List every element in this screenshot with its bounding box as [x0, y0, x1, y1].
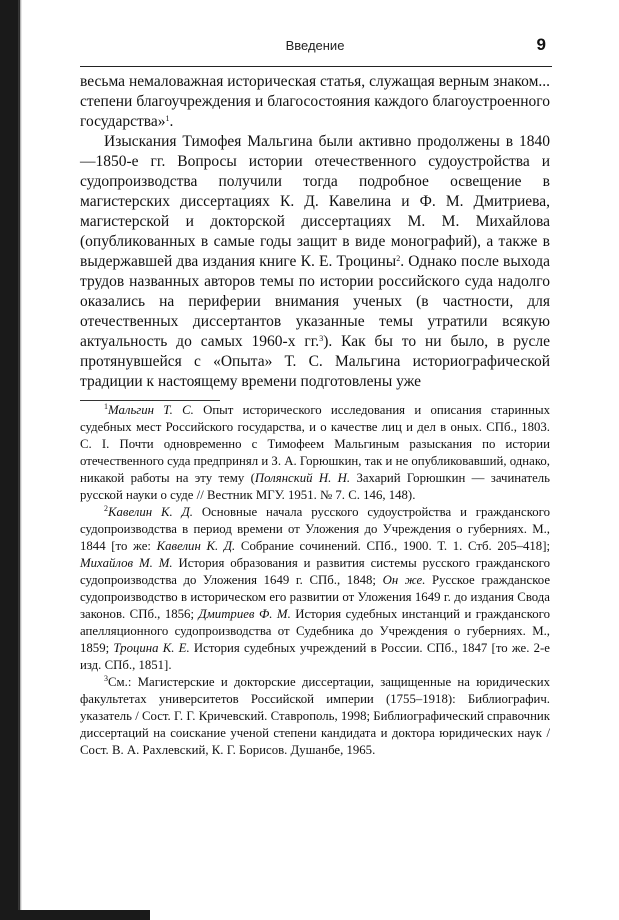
footnote-2-mark: 2 — [104, 504, 108, 513]
footnote-2-author-4: Он же. — [382, 573, 426, 587]
footnote-1 — [80, 402, 550, 504]
footnote-1-mark: 1 — [104, 402, 108, 411]
paragraph-2 — [80, 132, 550, 392]
footnote-1-text-a: Опыт исторического исследования и описания старинных судебных мест Российского государства, и о качестве лиц и дел в оных. СПб., 1803. С. I. Почти одновременно с Тимофеем Мальгиным разыскания по истории отечественного суда предпринял и З. А. Горюшкин, так и не опубликовавший, однако, никакой работы на эту тему ( — [80, 403, 550, 485]
paragraph-2-text-c: ). Как бы то ни было, в русле протянувшейся с «Опыта» Т. С. Мальгина историографической традиции к настоящему времени подготовлены уже — [80, 333, 551, 390]
footnote-3 — [80, 674, 550, 759]
footnote-rule — [80, 400, 220, 401]
footnote-2-author-3: Михайлов М. М. — [80, 556, 173, 570]
footnotes — [80, 402, 550, 759]
main-text — [80, 72, 550, 392]
paragraph-2-text-b: . Однако после выхода трудов названных авторов темы по истории российского суда надолго оказались на периферии внимания ученых (в частности, для отечественных диссертантов указанные темы утратили всякую актуальность до самых 1960-х гг. — [80, 253, 551, 350]
footnote-ref-2: 2 — [396, 254, 401, 263]
scan-corner-shadow — [0, 910, 150, 920]
footnote-1-author-2: Полянский Н. Н. — [254, 471, 351, 485]
footnote-2-author-2: Кавелин К. Д. — [156, 539, 236, 553]
paragraph-1 — [80, 72, 550, 132]
paragraph-1-text: весьма немаловажная историческая статья, служащая верным знаком... степени благоучреждения и благосостояния каждого благоустроенного государства» — [80, 73, 550, 130]
book-spine-shadow — [0, 0, 20, 920]
footnote-2-author-6: Троцина К. Е. — [113, 641, 190, 655]
page-number: 9 — [536, 35, 546, 54]
footnote-2-text-a: Основные начала русского судоустройства и гражданского судопроизводства в период времени от Уложения до Учреждения о губерниях. М., 1844 [то же: — [80, 505, 550, 553]
footnote-2 — [80, 504, 550, 674]
footnote-2-text-c: История образования и развития системы русского гражданского судопроизводства до Уложения 1649 г. СПб., 1848; — [80, 556, 550, 587]
footnote-3-mark: 3 — [104, 674, 108, 683]
footnote-ref-1: 1 — [165, 114, 170, 123]
footnote-2-text-e: История судебных инстанций и гражданского апелляционного судопроизводства от Судебника до Учреждения о губерниях. М., 1859; — [80, 607, 550, 655]
paragraph-2-text-a: Изыскания Тимофея Мальгина были активно продолжены в 1840—1850-е гг. Вопросы истории отечественного судоустройства и судопроизводства получили тогда подробное освещение в магистерских диссертациях К. Д. Кавелина и Ф. М. Дмитриева, магистерской и докторской диссертациях М. М. Михайлова (опубликованных в самые годы защит в виде монографий), а также в выдержавшей два издания книге К. Е. Троцины — [80, 133, 550, 270]
running-title: Введение — [285, 38, 345, 53]
footnote-2-author-5: Дмитриев Ф. М. — [198, 607, 291, 621]
header-rule — [80, 66, 552, 67]
footnote-2-text-f: История судебных учреждений в России. СПб., 1847 [то же. 2-е изд. СПб., 1851]. — [80, 641, 550, 672]
page-header — [80, 34, 550, 58]
footnote-2-text-b: Собрание сочинений. СПб., 1900. Т. 1. Стб. 205–418]; — [235, 539, 551, 553]
footnote-2-author: Кавелин К. Д. — [108, 505, 193, 519]
book-spine-edge — [18, 0, 22, 920]
footnote-1-text-b: Захарий Горюшкин — зачинатель русской науки о суде // Вестник МГУ. 1951. № 7. С. 146, 148). — [80, 471, 550, 502]
paragraph-1-end: . — [169, 113, 174, 130]
footnote-3-text: См.: Магистерские и докторские диссертации, защищенные на юридических факультетах университетов Российской империи (1755–1918): Библиографич. указатель / Сост. Г. Г. Кричевский. Ставрополь, 1998; Библиографический справочник диссертаций на соискание ученой степени кандидата и доктора юридических наук / Сост. В. А. Рахлевский, К. Г. Борисов. Душанбе, 1965. — [80, 675, 550, 757]
footnote-1-author: Мальгин Т. С. — [108, 403, 194, 417]
footnote-2-text-d: Русское гражданское судопроизводство в историческом его развитии от Уложения 1649 г. до издания Свода законов. СПб., 1856; — [80, 573, 551, 621]
footnote-ref-3: 3 — [319, 334, 324, 343]
